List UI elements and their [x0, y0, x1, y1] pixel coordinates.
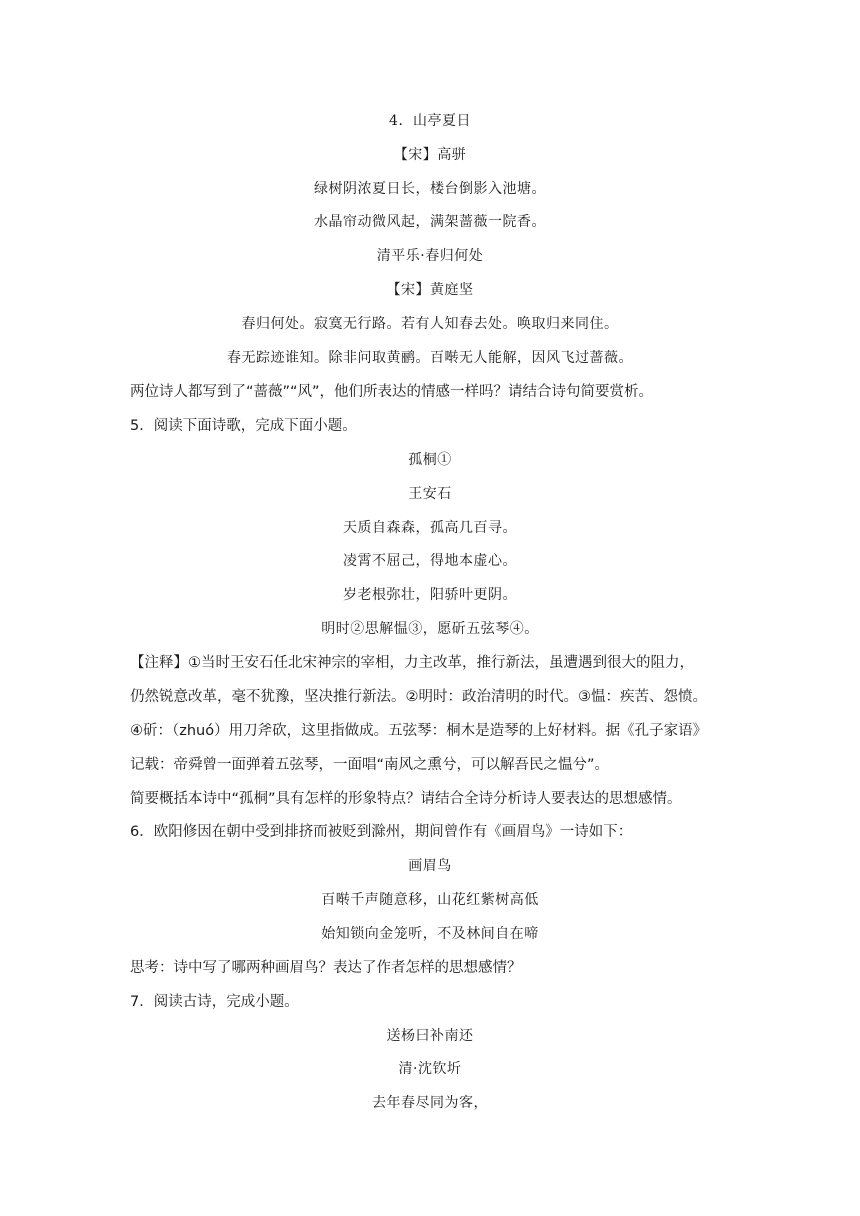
annotation-line: 【注释】①当时王安石任北宋神宗的宰相，力主改革，推行新法，虽遭遇到很大的阻力， — [130, 655, 694, 671]
poem-title: 孤桐① — [408, 452, 452, 468]
poem-line: 春无踪迹谁知。除非问取黄鹂。百啭无人能解，因风飞过蔷薇。 — [227, 350, 633, 366]
question-intro: 6．欧阳修因在朝中受到排挤而被贬到滁州，期间曾作有《画眉鸟》一诗如下： — [130, 824, 633, 840]
poem-author: 【宋】高骈 — [393, 147, 467, 163]
poem-line: 岁老根弥壮，阳骄叶更阴。 — [343, 587, 517, 603]
annotation-line: ④斫：（zhuó）用刀斧砍，这里指做成。五弦琴：桐木是造琴的上好材料。据《孔子家语》 — [130, 723, 708, 739]
question-intro: 7．阅读古诗，完成小题。 — [130, 994, 299, 1010]
poem-line: 凌霄不屈己，得地本虚心。 — [343, 553, 517, 569]
poem-line: 去年春尽同为客， — [372, 1095, 488, 1111]
poem-title: 送杨曰补南还 — [386, 1028, 474, 1044]
question-intro: 5．阅读下面诗歌，完成下面小题。 — [130, 418, 357, 434]
poem-author: 清·沈钦圻 — [398, 1061, 462, 1077]
poem-line: 水晶帘动微风起，满架蔷薇一院香。 — [314, 214, 546, 230]
poem-line: 天质自森森，孤高几百寻。 — [343, 520, 517, 536]
poem-line: 百啭千声随意移，山花红紫树高低 — [321, 892, 539, 908]
poem-line: 春归何处。寂寞无行路。若有人知春去处。唤取归来同住。 — [241, 316, 619, 332]
poem-author: 【宋】黄庭坚 — [386, 282, 474, 298]
poem-line: 始知锁向金笼听，不及林间自在啼 — [321, 926, 539, 942]
question-text: 两位诗人都写到了“蔷薇”“风”，他们所表达的情感一样吗？请结合诗句简要赏析。 — [130, 384, 654, 400]
poem-line: 绿树阴浓夏日长，楼台倒影入池塘。 — [314, 181, 546, 197]
poem-author: 王安石 — [408, 486, 452, 502]
annotation-line: 记载：帝舜曾一面弹着五弦琴，一面唱“南风之熏兮，可以解吾民之愠兮”。 — [130, 757, 610, 773]
annotation-line: 仍然锐意改革，毫不犹豫，坚决推行新法。②明时：政治清明的时代。③愠：疾苦、怨愤。 — [130, 689, 707, 705]
question-text: 简要概括本诗中“孤桐”具有怎样的形象特点？请结合全诗分析诗人要表达的思想感情。 — [130, 791, 682, 807]
poem-title: 画眉鸟 — [408, 858, 452, 874]
poem-title: 4．山亭夏日 — [389, 113, 471, 129]
question-text: 思考：诗中写了哪两种画眉鸟？表达了作者怎样的思想感情？ — [130, 960, 522, 976]
poem-title: 清平乐·春归何处 — [376, 248, 484, 264]
poem-line: 明时②思解愠③，愿斫五弦琴④。 — [321, 621, 539, 637]
